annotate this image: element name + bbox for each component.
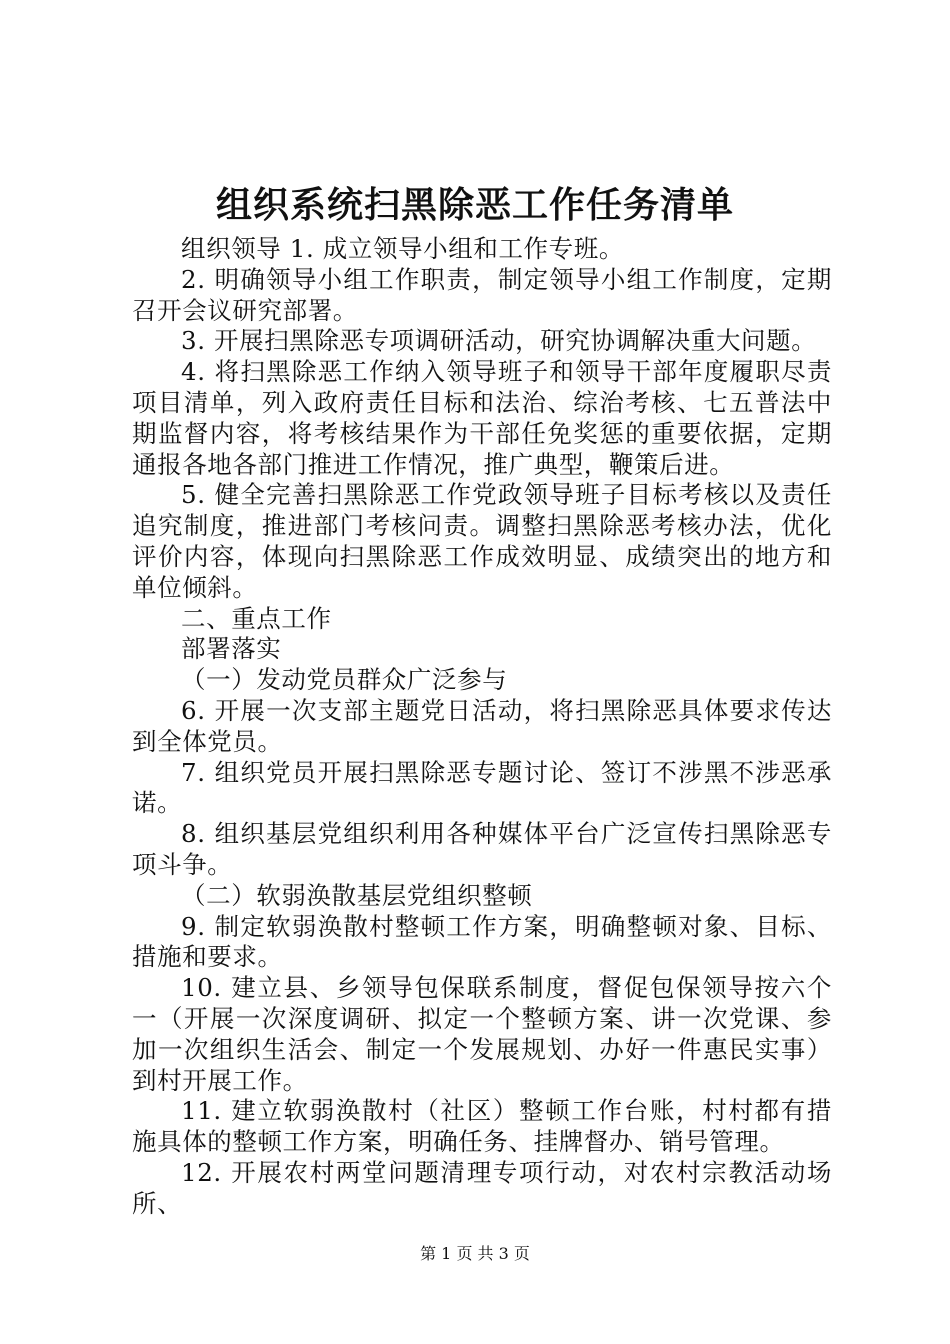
paragraph: 11. 建立软弱涣散村（社区）整顿工作台账，村村都有措施具体的整顿工作方案，明确任务、挂牌督办、销号管理。 [132,1096,832,1157]
subsection-heading: （二）软弱涣散基层党组织整顿 [181,880,533,910]
page-footer: 第 1 页 共 3 页 [420,1244,530,1263]
subsection-heading: 部署落实 [181,634,282,664]
paragraph: 3. 开展扫黑除恶专项调研活动，研究协调解决重大问题。 [181,326,817,356]
paragraph: 5. 健全完善扫黑除恶工作党政领导班子目标考核以及责任追究制度，推进部门考核问责。调整扫黑除恶考核办法，优化评价内容，体现向扫黑除恶工作成效明显、成绩突出的地方和单位倾斜。 [132,480,832,602]
paragraph: 12. 开展农村两堂问题清理专项行动，对农村宗教活动场所、 [132,1157,832,1218]
section-heading: 二、重点工作 [181,603,332,633]
document-title: 组织系统扫黑除恶工作任务清单 [215,184,734,226]
paragraph: 10. 建立县、乡领导包保联系制度，督促包保领导按六个一（开展一次深度调研、拟定一个整顿方案、讲一次党课、参加一次组织生活会、制定一个发展规划、办好一件惠民实事）到村开展工作。 [132,973,832,1095]
paragraph: 2. 明确领导小组工作职责，制定领导小组工作制度，定期召开会议研究部署。 [132,264,832,325]
paragraph: 7. 组织党员开展扫黑除恶专题讨论、签订不涉黑不涉恶承诺。 [132,757,832,818]
paragraph: 组织领导 1. 成立领导小组和工作专班。 [181,234,624,263]
paragraph: 9. 制定软弱涣散村整顿工作方案，明确整顿对象、目标、措施和要求。 [132,911,832,972]
paragraph: 8. 组织基层党组织利用各种媒体平台广泛宣传扫黑除恶专项斗争。 [132,819,832,879]
paragraph: 4. 将扫黑除恶工作纳入领导班子和领导干部年度履职尽责项目清单，列入政府责任目标和法治、综治考核、七五普法中期监督内容，将考核结果作为干部任免奖惩的重要依据，定期通报各地各部门推进工作情况，推广典型，鞭策后进。 [132,357,832,479]
subsection-heading: （一）发动党员群众广泛参与 [181,665,508,695]
document-body [132,234,832,1220]
paragraph: 6. 开展一次支部主题党日活动，将扫黑除恶具体要求传达到全体党员。 [132,695,832,756]
